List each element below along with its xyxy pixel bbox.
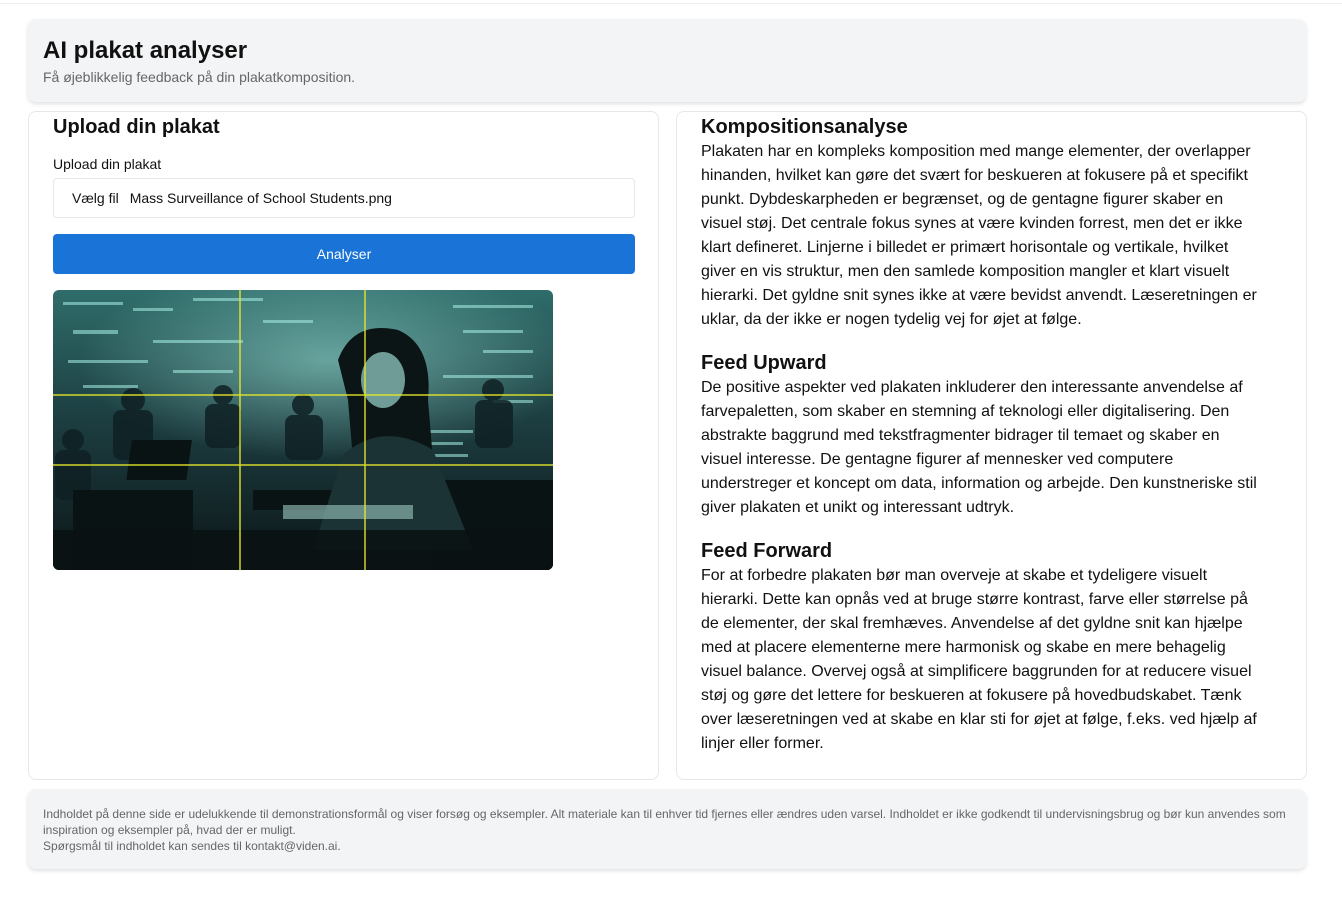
feed-forward-text: For at forbedre plakaten bør man overveje at skabe et tydeligere visuelt hierarki. Dette kan opnås ved at bruge større kontrast, farve eller størrelse på de elementer, der skal fremhæves. Anvendelse af det gyldne snit kan hjælpe med at placere elementerne mere harmonisk og skabe en mere behagelig visuel balance. Overvej også at simplificere baggrunden for at reducere visuel støj og gøre det lettere for beskueren at fokusere på hovedbudskabet. Tænk over læseretningen ved at skabe en klar sti for øjet at følge, f.eks. ved hjælp af linjer eller former. (701, 567, 1257, 752)
analysis-section-composition (701, 116, 1282, 332)
poster-preview-image (53, 290, 553, 570)
choose-file-button[interactable]: Vælg fil (72, 190, 119, 206)
analysis-panel (676, 111, 1307, 780)
page-footer (28, 789, 1306, 869)
upload-field-label: Upload din plakat (53, 156, 162, 172)
feed-upward-text: De positive aspekter ved plakaten inkluderer den interessante anvendelse af farvepaletten, som skaber en stemning af teknologi eller digitalisering. Den abstrakte baggrund med tekstfragmenter bidrager til temaet og skaber en visuel interesse. De gentagne figurer af mennesker ved computere understreger et koncept om data, information og arbejde. Den kunstneriske stil giver plakaten et unikt og interessant udtryk. (701, 379, 1257, 516)
top-rule (0, 0, 1342, 4)
analysis-section-feed-upward (701, 352, 1282, 520)
page-subtitle: Få øjeblikkelig feedback på din plakatkomposition. (43, 69, 356, 85)
analysis-section-feed-forward (701, 540, 1282, 756)
page-header (28, 19, 1306, 102)
footer-disclaimer: Indholdet på denne side er udelukkende til demonstrationsformål og viser forsøg og eksempler. Alt materiale kan til enhver tid fjernes eller ændres uden varsel. Indholdet er ikke godkendt til undervisningsbrug og bør kun anvendes som inspiration og eksempler på, hvad der er muligt. (43, 807, 1286, 837)
feed-upward-heading: Feed Upward (701, 352, 827, 374)
feed-forward-heading: Feed Forward (701, 540, 833, 562)
analyse-button[interactable]: Analyser (53, 234, 635, 274)
upload-panel (28, 111, 659, 780)
footer-contact: Spørgsmål til indholdet kan sendes til kontakt@viden.ai. (43, 839, 341, 853)
composition-text: Plakaten har en kompleks komposition med mange elementer, der overlapper hinanden, hvilket kan gøre det svært for beskueren at fokusere på et specifikt punkt. Dybdeskarpheden er begrænset, og de gentagne figurer skaber en visuel støj. Det centrale fokus synes at være kvinden forrest, men det er ikke klart defineret. Linjerne i billedet er primært horisontale og vertikale, hvilket giver en vis struktur, men den samlede komposition mangler et klart visuelt hierarki. Det gyldne snit synes ikke at være bevidst anvendt. Læseretningen er uklar, da der ikke er nogen tydelig vej for øjet at følge. (701, 143, 1257, 328)
selected-file-name: Mass Surveillance of School Students.png (129, 190, 392, 206)
composition-heading: Kompositionsanalyse (701, 116, 908, 138)
page-title: AI plakat analyser (43, 37, 248, 64)
file-input[interactable] (53, 178, 635, 218)
upload-heading: Upload din plakat (53, 116, 220, 138)
